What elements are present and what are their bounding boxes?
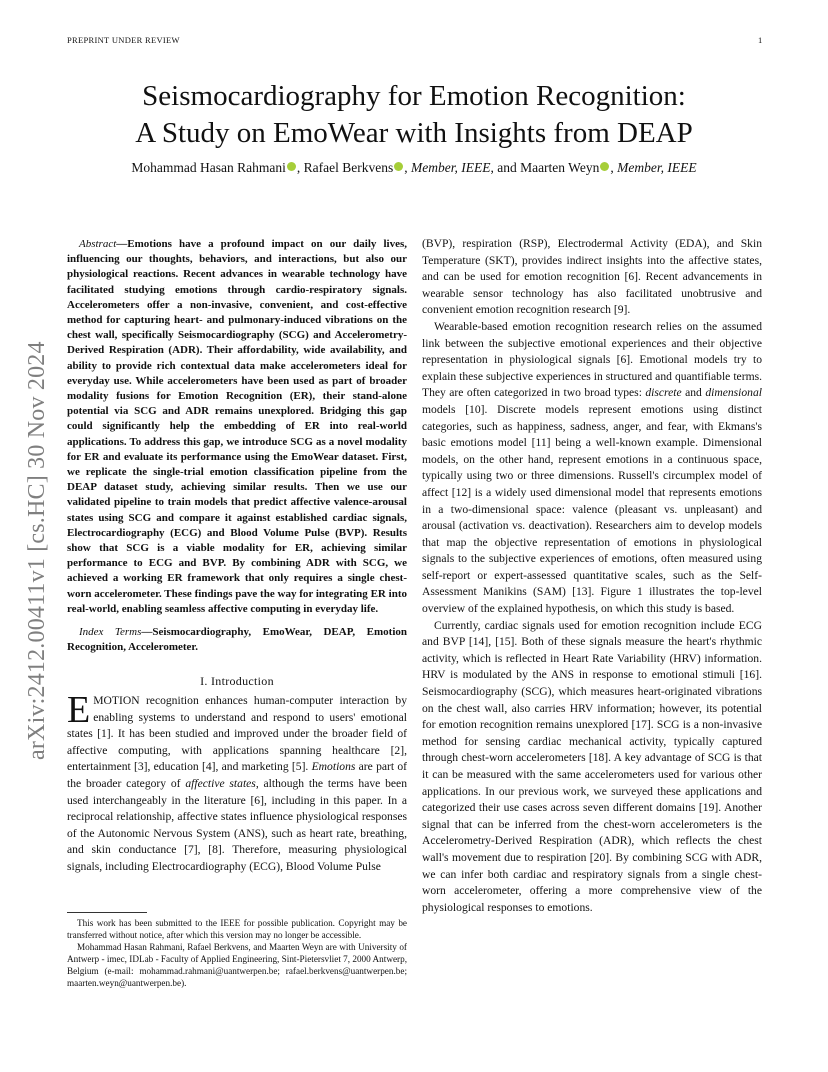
- title-line-2: A Study on EmoWear with Insights from DEAP: [135, 117, 693, 149]
- author-2: , Rafael Berkvens: [296, 160, 394, 175]
- index-terms-text: —Seismocardiography, EmoWear, DEAP, Emotion Recognition, Accelerometer.: [67, 626, 407, 654]
- right-column: [422, 236, 762, 916]
- index-terms-label: Index Terms: [79, 626, 142, 638]
- orcid-icon[interactable]: [600, 162, 609, 171]
- orcid-icon[interactable]: [394, 162, 403, 171]
- author-list: Mohammad Hasan Rahmani , Rafael Berkvens , Member, IEEE, and Maarten Weyn , Member, IEEE: [131, 160, 697, 175]
- abstract-label: Abstract: [79, 238, 117, 250]
- page-number: 1: [758, 35, 763, 45]
- index-terms: [67, 625, 407, 655]
- abstract: [67, 237, 407, 617]
- author-3-membership: Member, IEEE: [617, 160, 697, 175]
- footnote-1: This work has been submitted to the IEEE for possible publication. Copyright may be transferred without notice, after which this version may no longer be accessible.: [67, 918, 407, 940]
- orcid-icon[interactable]: [287, 162, 296, 171]
- author-2-membership: Member, IEEE: [410, 160, 491, 175]
- title-line-1: Seismocardiography for Emotion Recognition:: [142, 80, 686, 112]
- author-1: Mohammad Hasan Rahmani: [131, 160, 286, 175]
- arxiv-id[interactable]: arXiv:2412.00411v1 [cs.HC] 30 Nov 2024: [24, 341, 50, 760]
- arxiv-stamp: [24, 280, 54, 760]
- paper-title: [60, 78, 768, 152]
- running-head: PREPRINT UNDER REVIEW: [67, 35, 180, 45]
- footnote-rule: [67, 912, 147, 913]
- right-paragraph-2: Currently, cardiac signals used for emotion recognition include ECG and BVP [14], [15]. Both of these signals measure the heart's rhythmic activity, which is reflected in Heart Rate Variability (HRV) information. HRV is modulated by the ANS in response to emotional stimuli [16]. Seismocardiography (SCG), which measures heart-originated vibrations on the chest wall, also carries HRV information; however, its potential for emotion recognition remains unexplored [17]. SCG is a non-invasive method for sensing cardiac mechanical activity, typically captured through chest-worn accelerometers [18]. A key advantage of SCG is that it can be measured with the same accelerometers used for various other applications. In our previous work, we surveyed these applications and categorized their use cases across seven different domains [19]. Another signal that can be inferred from the chest-worn accelerometers is the Accelerometry-Derived Respiration (ADR), which reflects the chest wall's movement due to respiration [20]. By combining SCG with ADR, we can infer both cardiac and respiratory signals from a single chest-worn accelerometer, offering a more comprehensive view of the physiological responses to emotions.: [422, 618, 762, 914]
- footnote: [67, 917, 407, 989]
- abstract-text: —Emotions have a profound impact on our daily lives, influencing our thoughts, behaviors, and interactions, but also our physiological reactions. Recent advances in wearable technology have facilitated studying emotions through cardio-respiratory signals. Accelerometers offer a non-invasive, convenient, and cost-effective method for capturing heart- and pulmonary-induced vibrations on the chest wall, specifically Seismocardiography (SCG) and Accelerometry-Derived Respiration (ADR). Their affordability, wide availability, and ability to provide rich contextual data make accelerometers ideal for everyday use. While accelerometers have been used as part of broader modality fusions for Emotion Recognition (ER), their stand-alone potential via SCG and ADR remains unexplored. Bridging this gap could significantly help the embedding of ER into real-world applications. To address this gap, we introduce SCG as a novel modality for ER and evaluate its performance using the EmoWear dataset. First, we replicate the single-trial emotion classification pipeline from the DEAP dataset study, achieving similar results. Then we use our validated pipeline to train models that predict affective valence-arousal states using SCG and compare it against established cardiac signals, Electrocardiography (ECG) and Blood Volume Pulse (BVP). Results show that SCG is a viable modality for ER, achieving similar performance to ECG and BVP. By combining ADR with SCG, we achieved a working ER framework that only requires a single chest-worn accelerometer. These findings pave the way for integrating ER into real-world, enabling seamless affective computing in everyday life.: [67, 238, 407, 615]
- footnote-2: Mohammad Hasan Rahmani, Rafael Berkvens, and Maarten Weyn are with University of Antwerp - imec, IDLab - Faculty of Applied Engineering, Sint-Pietersvliet 7, 2000 Antwerp, Belgium (e-mail: mohammad.rahmani@uantwerpen.be; rafael.berkvens@uantwerpen.be; maarten.weyn@uantwerpen.be).: [67, 942, 407, 988]
- intro-paragraph: EMOTION recognition enhances human-computer interaction by enabling systems to understand and respond to users' emotional states [1]. It has been studied and improved under the broader field of affective computing, with applications spanning healthcare [2], entertainment [3], education [4], and marketing [5]. Emotions are part of the broader category of affective states, although the terms have been used interchangeably in the literature [6], including in this paper. In a reciprocal relationship, affective states influence physiological responses of the Autonomic Nervous System (ANS), such as heart rate, breathing, and skin conductance [7], [8]. Therefore, measuring physiological signals, including Electrocardiography (ECG), Blood Volume Pulse: [67, 689, 408, 873]
- section-heading: I. Introduction: [200, 674, 274, 688]
- right-paragraph-1: Wearable-based emotion recognition research relies on the assumed link between the subjective emotional experiences and their objective representation in physiological signals [6]. Emotional models try to explain these subjective experiences in structured and quantifiable terms. They are often categorized in two broad types: discrete and dimensional models [10]. Discrete models represent emotions using distinct categories, such as happiness, sadness, anger, and fear, with Ekmans's basic emotions model [11] being a well-known example. Dimensional models, on the other hand, represent emotions in a continuous space, typically using two or three dimensions. Russell's circumplex model of affect [12] is a widely used dimensional model that represents emotions in a two-dimensional space: valence (pleasant vs. unpleasant) and arousal (activation vs. deactivation). Researchers aim to develop models that map the objective representation of emotions in physiological signals to the subjective experiences of emotions, often measured using self-report or expert-assessed quantitative scales, such as the Self-Assessment Manikins (SAM) [13]. Figure 1 illustrates the top-level overview of the explained hypothesis, on which this study is based.: [422, 319, 762, 616]
- right-paragraph-0: (BVP), respiration (RSP), Electrodermal Activity (EDA), and Skin Temperature (SKT), provides indirect insights into the affective states, and can be used for emotion recognition [6]. Recent advancements in wearable sensor technology has also facilitated unobtrusive and convenient emotion recognition research [9].: [422, 237, 762, 317]
- author-3: , and Maarten Weyn: [490, 160, 600, 175]
- dropcap: E: [67, 689, 91, 731]
